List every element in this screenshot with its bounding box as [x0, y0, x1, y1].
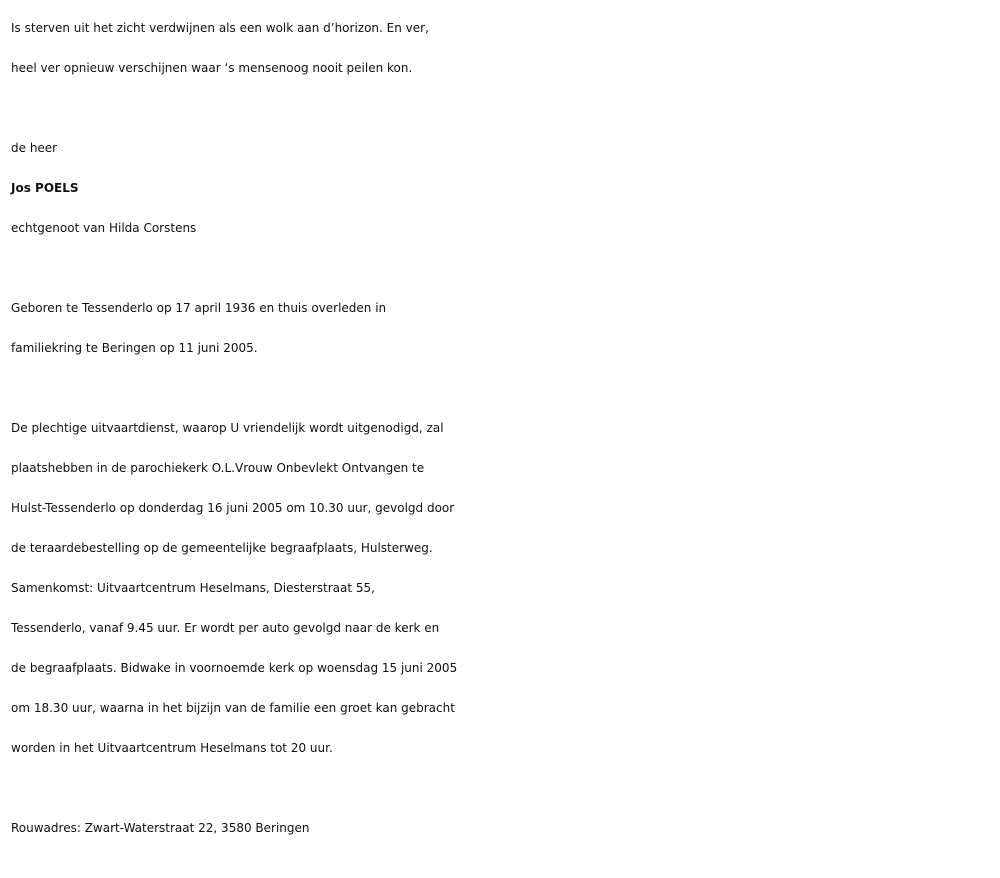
spacer — [11, 768, 996, 808]
poem-line: heel ver opnieuw verschijnen waar ‘s mensenoog nooit peilen kon. — [11, 61, 413, 75]
paragraph-line: familiekring te Beringen op 11 juni 2005. — [11, 341, 258, 355]
paragraph-line: om 18.30 uur, waarna in het bijzijn van de familie een groet kan gebracht — [11, 701, 455, 715]
paragraph-line: worden in het Uitvaartcentrum Heselmans tot 20 uur. — [11, 741, 333, 755]
spouse-line: echtgenoot van Hilda Corstens — [11, 221, 197, 235]
poem-line: Is sterven uit het zicht verdwijnen als een wolk aan d’horizon. En ver, — [11, 21, 429, 35]
spacer — [11, 248, 996, 288]
paragraph-line: Geboren te Tessenderlo op 17 april 1936 en thuis overleden in — [11, 301, 387, 315]
paragraph-line: de teraardebestelling op de gemeentelijke begraafplaats, Hulsterweg. — [11, 541, 433, 555]
deceased-name: Jos POELS — [11, 181, 79, 195]
service-paragraph — [11, 408, 996, 768]
paragraph-line: plaatshebben in de parochiekerk O.L.Vrouw Onbevlekt Ontvangen te — [11, 461, 425, 475]
paragraph-line: de begraafplaats. Bidwake in voornoemde kerk op woensdag 15 juni 2005 — [11, 661, 458, 675]
spacer — [11, 88, 996, 128]
obituary-document — [11, 8, 996, 848]
mourning-address: Rouwadres: Zwart-Waterstraat 22, 3580 Beringen — [11, 821, 310, 835]
paragraph-line: Samenkomst: Uitvaartcentrum Heselmans, Diesterstraat 55, — [11, 581, 375, 595]
paragraph-line: Tessenderlo, vanaf 9.45 uur. Er wordt per auto gevolgd naar de kerk en — [11, 621, 440, 635]
poem — [11, 8, 996, 88]
spacer — [11, 368, 996, 408]
paragraph-line: De plechtige uitvaartdienst, waarop U vriendelijk wordt uitgenodigd, zal — [11, 421, 444, 435]
paragraph-line: Hulst-Tessenderlo op donderdag 16 juni 2005 om 10.30 uur, gevolgd door — [11, 501, 455, 515]
birth-death-paragraph — [11, 288, 996, 368]
title-prefix: de heer — [11, 141, 58, 155]
